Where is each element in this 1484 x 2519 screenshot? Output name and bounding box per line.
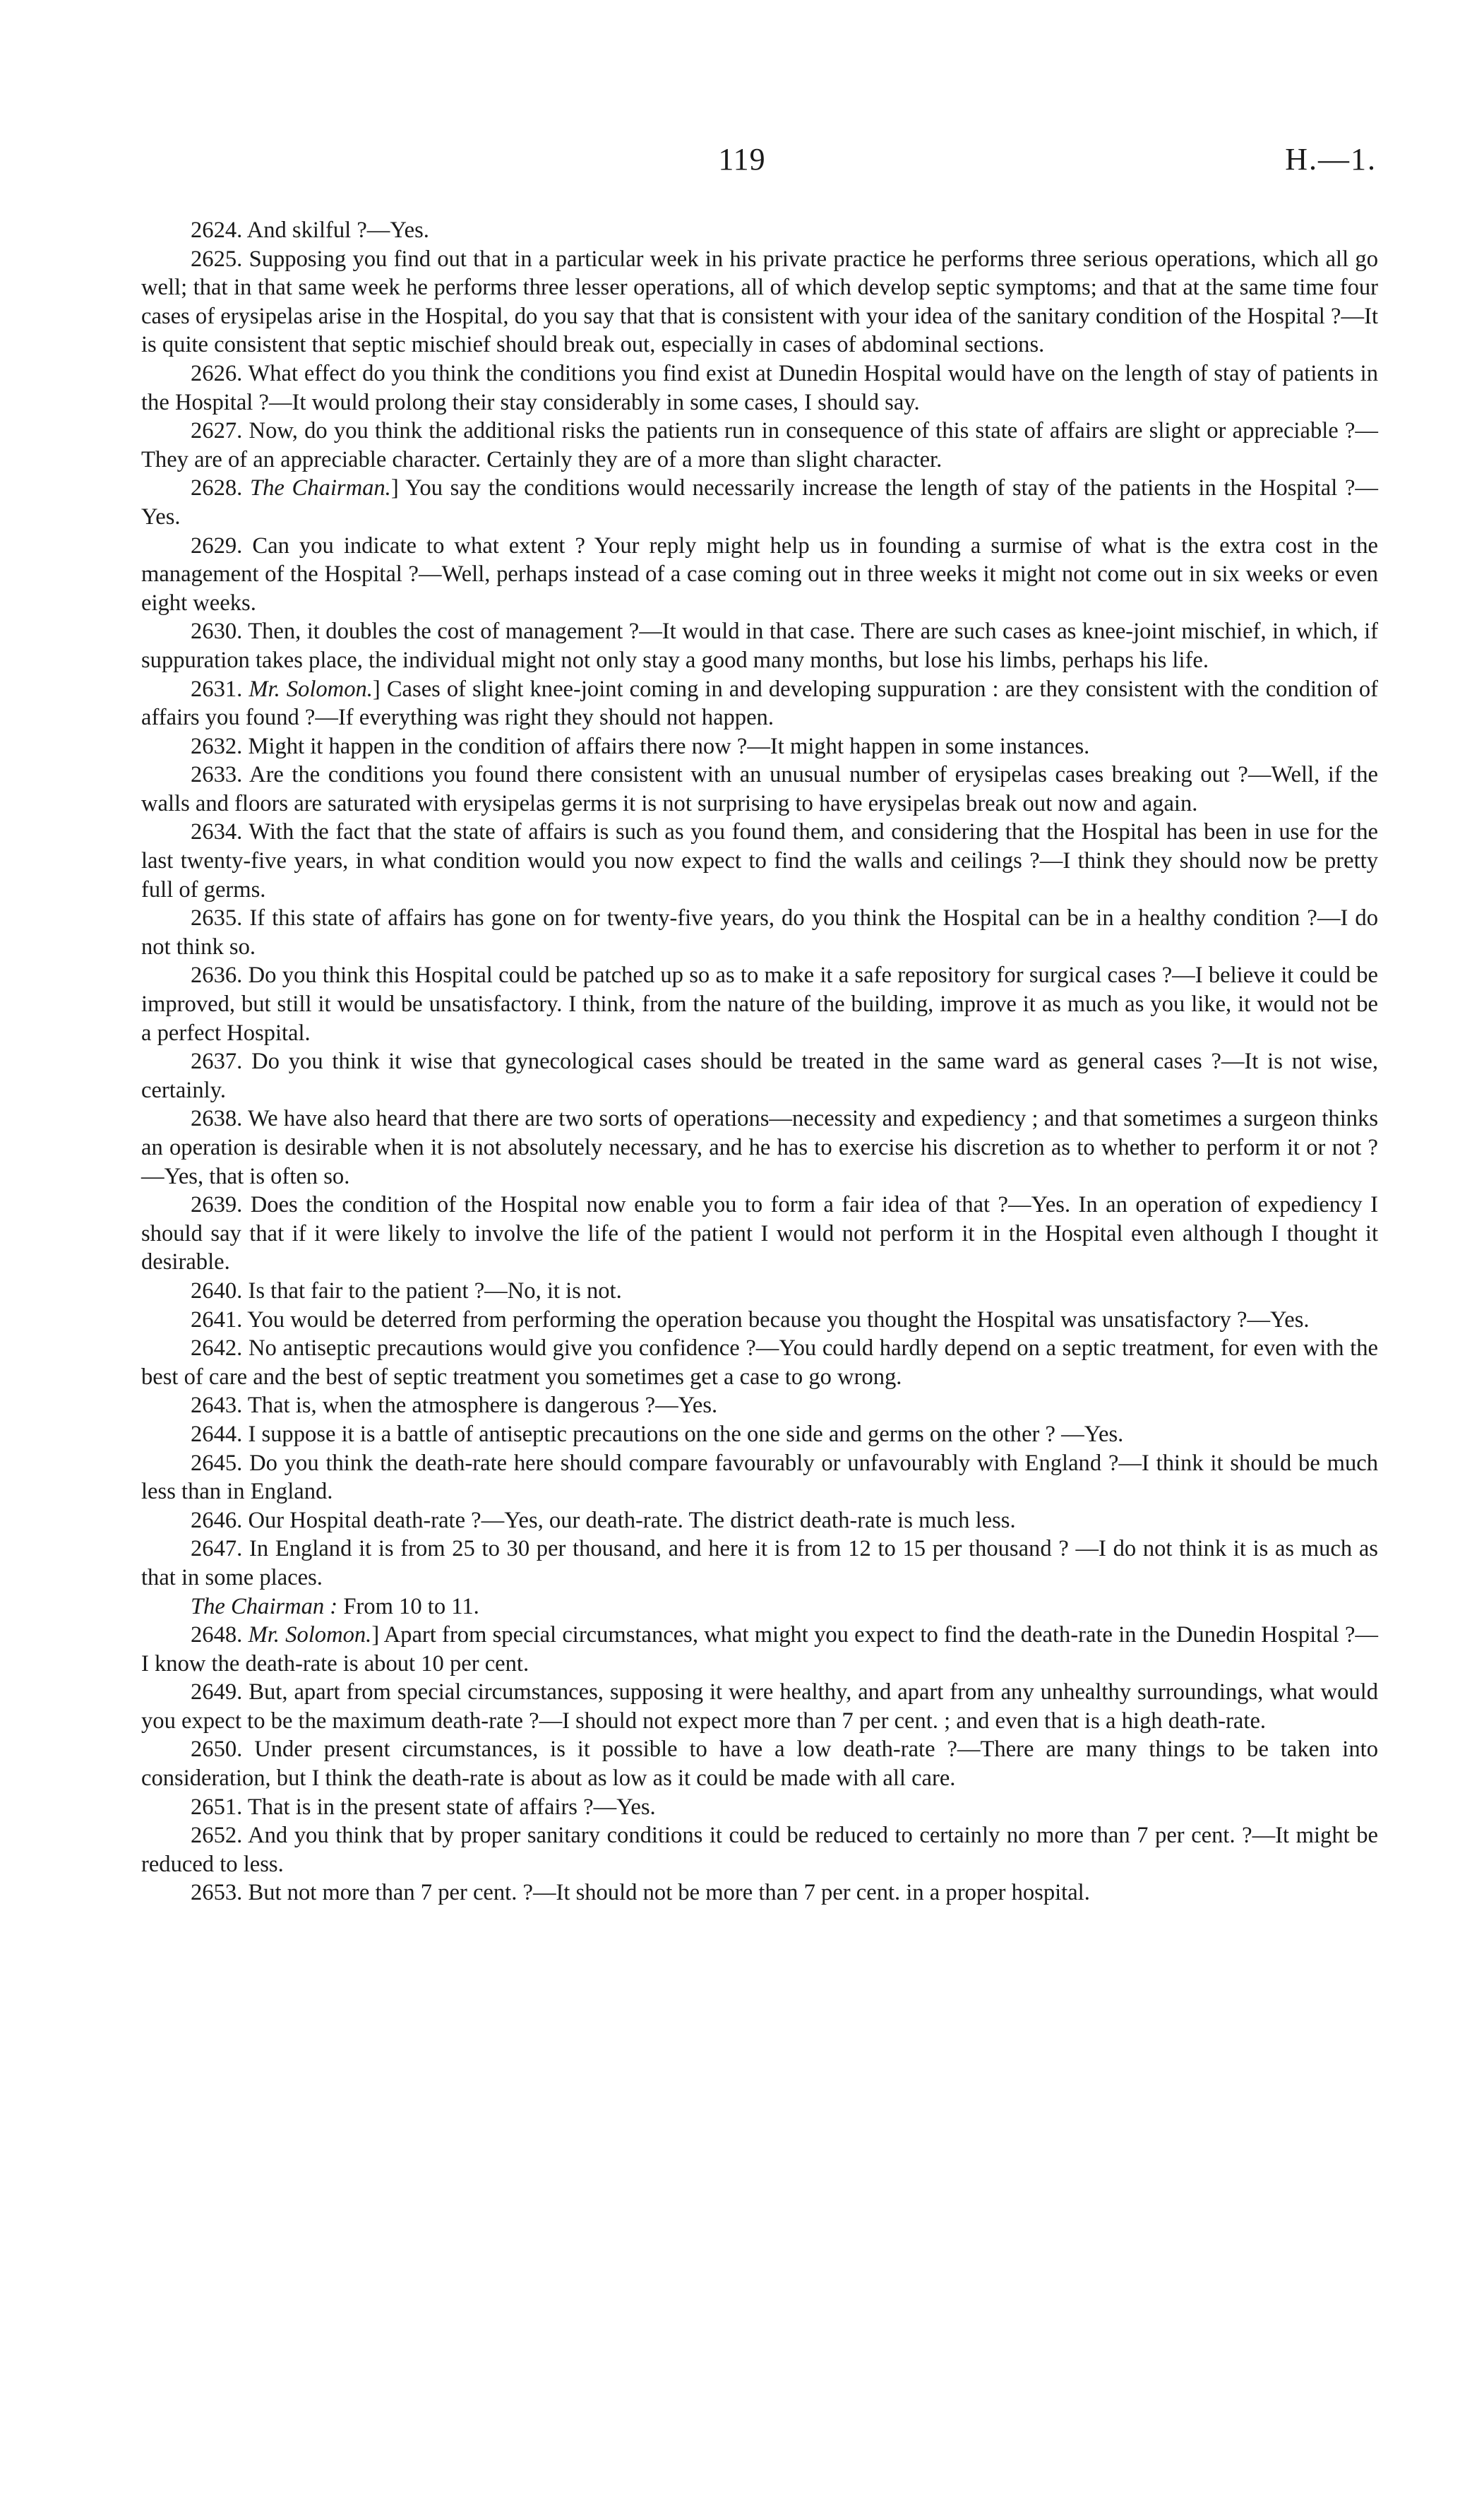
question-number: 2637. — [191, 1049, 243, 1075]
question-number: 2630. — [191, 619, 243, 645]
question-paragraph — [141, 1420, 1378, 1449]
question-text: We have also heard that there are two sorts of operations—necessity and expediency ; and that sometimes a surgeon thinks an operation is desirable when it is not absolutely necessary, and he has to exercise his discretion as to whether to perform it or not ?—Yes, that is often so. — [141, 1106, 1379, 1189]
question-number: 2647. — [191, 1536, 243, 1562]
question-number: 2633. — [191, 762, 243, 788]
question-number: 2653. — [191, 1880, 243, 1906]
question-text: Cases of slight knee-joint coming in and developing suppuration : are they consistent with the condition of affairs you found ?—If everything was right they should not happen. — [141, 676, 1378, 731]
question-text: You say the conditions would necessarily increase the length of stay of the patients in the Hospital ?—Yes. — [141, 475, 1378, 530]
question-text: With the fact that the state of affairs is such as you found them, and considering that the Hospital has been in use for the last twenty-five years, in what condition would you now expect to find the walls and ceilings ?—I think they should now be pretty full of germs. — [141, 819, 1378, 903]
question-paragraph — [141, 1592, 1378, 1621]
question-paragraph — [141, 1191, 1378, 1277]
question-paragraph — [141, 532, 1378, 618]
question-text: Does the condition of the Hospital now enable you to form a fair idea of that ?—Yes. In an operation of expediency I should say that if it were likely to involve the life of the patient I would not perform it in the Hospital even although I thought it desirable. — [141, 1192, 1378, 1275]
question-paragraph — [141, 1793, 1378, 1822]
question-text: Might it happen in the condition of affairs there now ?—It might happen in some instances. — [248, 733, 1090, 759]
question-text: Do you think it wise that gynecological cases should be treated in the same ward as general cases ?—It is not wise, certainly. — [141, 1049, 1378, 1103]
page-number: 119 — [718, 142, 766, 177]
question-text: But, apart from special circumstances, supposing it were healthy, and apart from any unhealthy surroundings, what would you expect to be the maximum death-rate ?—I should not expect more than 7 per cent. ; and even that is a high death-rate. — [141, 1679, 1378, 1734]
question-number: 2645. — [191, 1450, 243, 1476]
question-text: That is, when the atmosphere is dangerous ?—Yes. — [247, 1393, 718, 1419]
question-paragraph — [141, 961, 1378, 1047]
question-paragraph — [141, 617, 1378, 674]
question-text: Are the conditions you found there consistent with an unusual number of erysipelas cases breaking out ?—Well, if the walls and floors are saturated with erysipelas germs it is not surprising to have erysipelas break out now and again. — [141, 762, 1378, 816]
question-text: You would be deterred from performing the operation because you thought the Hospital was unsatisfactory ?—Yes. — [247, 1306, 1310, 1333]
question-number: 2626. — [191, 360, 243, 386]
question-text: Our Hospital death-rate ?—Yes, our death-rate. The district death-rate is much less. — [248, 1507, 1016, 1533]
question-paragraph — [141, 1535, 1378, 1592]
question-text: Supposing you find out that in a particular week in his private practice he performs three serious operations, which all go well; that in that same week he performs three lesser operations, all of which develop septic symptoms; and that at the same time four cases of erysipelas arise in the Hospital, do you say that that is consistent with your idea of the sanitary condition of the Hospital ?—It is quite consistent that septic mischief should break out, especially in cases of abdominal sections. — [141, 246, 1378, 358]
question-text: Do you think this Hospital could be patched up so as to make it a safe repository for surgical cases ?—I believe it could be improved, but still it would be unsatisfactory. I think, from the nature of the building, improve it as much as you like, it would not be a perfect Hospital. — [141, 963, 1378, 1046]
question-text: Can you indicate to what extent ? Your reply might help us in founding a surmise of what is the extra cost in the management of the Hospital ?—Well, perhaps instead of a case coming out in three weeks it might not come out in six weeks or even eight weeks. — [141, 532, 1378, 616]
question-paragraph — [141, 1878, 1378, 1907]
question-paragraph — [141, 1621, 1378, 1678]
speaker-name: The Chairman : — [191, 1593, 338, 1619]
speaker-bracket: ] — [372, 676, 381, 702]
question-number: 2641. — [191, 1306, 243, 1333]
question-paragraph — [141, 1678, 1378, 1735]
speaker-bracket: ] — [390, 475, 399, 501]
speaker-bracket: ] — [371, 1622, 380, 1648]
question-paragraph — [141, 245, 1378, 359]
question-number: 2638. — [191, 1106, 243, 1132]
question-paragraph — [141, 1735, 1378, 1792]
question-text: No antiseptic precautions would give you confidence ?—You could hardly depend on a septic treatment, for even with the best of care and the best of septic treatment you sometimes get a case to go wrong. — [141, 1335, 1378, 1390]
question-number: 2651. — [191, 1794, 243, 1820]
question-number: 2640. — [191, 1278, 243, 1304]
speaker-name: Mr. Solomon. — [249, 676, 373, 702]
question-paragraph — [141, 1334, 1378, 1391]
question-paragraph — [141, 761, 1378, 818]
question-text: And you think that by proper sanitary conditions it could be reduced to certainly no more than 7 per cent. ?—It might be reduced to less. — [141, 1823, 1378, 1877]
question-number: 2642. — [191, 1335, 243, 1362]
question-text: Under present circumstances, is it possible to have a low death-rate ?—There are many things to be taken into consideration, but I think the death-rate is about as low as it could be made with all care. — [141, 1737, 1378, 1792]
question-number: 2652. — [191, 1823, 243, 1849]
question-paragraph — [141, 1449, 1378, 1506]
question-text: Is that fair to the patient ?—No, it is not. — [248, 1278, 622, 1304]
question-number: 2646. — [191, 1507, 243, 1533]
question-number: 2643. — [191, 1393, 243, 1419]
question-number: 2631. — [191, 676, 243, 702]
question-number: 2639. — [191, 1192, 243, 1218]
question-paragraph — [141, 359, 1378, 417]
question-text: Do you think the death-rate here should compare favourably or unfavourably with England ?—I think it should be much less than in England. — [141, 1450, 1378, 1505]
question-paragraph — [141, 732, 1378, 761]
question-paragraph — [141, 818, 1378, 904]
question-number: 2627. — [191, 418, 243, 444]
question-number: 2644. — [191, 1421, 243, 1447]
question-text: In England it is from 25 to 30 per thousand, and here it is from 12 to 15 per thousand ? —I do not think it is as much as that in some places. — [141, 1536, 1378, 1590]
question-text: Apart from special circumstances, what might you expect to find the death-rate in the Dunedin Hospital ?—I know the death-rate is about 10 per cent. — [141, 1622, 1378, 1677]
question-number: 2632. — [191, 733, 243, 759]
speaker-name: The Chairman. — [250, 475, 391, 501]
question-text: Then, it doubles the cost of management ?—It would in that case. There are such cases as knee-joint mischief, in which, if suppuration takes place, the individual might not only stay a good many months, but lose his limbs, perhaps his life. — [141, 619, 1378, 673]
question-text: If this state of affairs has gone on for twenty-five years, do you think the Hospital can be in a healthy condition ?—I do not think so. — [141, 905, 1378, 960]
question-paragraph — [141, 1821, 1378, 1878]
page-reference: H.—1. — [1285, 142, 1377, 177]
question-paragraph — [141, 417, 1378, 474]
question-paragraph — [141, 1306, 1378, 1335]
question-number: 2648. — [191, 1622, 243, 1648]
question-paragraph — [141, 675, 1378, 732]
question-text: What effect do you think the conditions you find exist at Dunedin Hospital would have on the length of stay of patients in the Hospital ?—It would prolong their stay considerably in some cases, I should say. — [141, 360, 1378, 415]
speaker-name: Mr. Solomon. — [248, 1622, 372, 1648]
question-paragraph — [141, 474, 1378, 531]
question-text: From 10 to 11. — [343, 1593, 479, 1619]
question-text: But not more than 7 per cent. ?—It should not be more than 7 per cent. in a proper hospital. — [248, 1880, 1090, 1906]
question-number: 2649. — [191, 1679, 243, 1705]
question-text: I suppose it is a battle of antiseptic precautions on the one side and germs on the other ? —Yes. — [248, 1421, 1124, 1447]
question-paragraph — [141, 1047, 1378, 1104]
question-number: 2636. — [191, 963, 243, 989]
body-text — [141, 216, 1378, 1907]
question-text: And skilful ?—Yes. — [246, 218, 429, 243]
question-paragraph — [141, 216, 1378, 245]
question-number: 2624. — [191, 218, 243, 243]
question-number: 2634. — [191, 819, 243, 845]
question-text: That is in the present state of affairs ?—Yes. — [247, 1794, 656, 1820]
question-number: 2635. — [191, 905, 243, 931]
question-paragraph — [141, 1506, 1378, 1535]
question-text: Now, do you think the additional risks the patients run in consequence of this state of affairs are slight or appreciable ?—They are of an appreciable character. Certainly they are of a more than slight character. — [141, 418, 1379, 472]
question-paragraph — [141, 1277, 1378, 1306]
question-number: 2625. — [191, 246, 243, 272]
question-number: 2628. — [191, 475, 243, 501]
question-paragraph — [141, 1391, 1378, 1420]
question-number: 2629. — [191, 532, 243, 559]
question-paragraph — [141, 904, 1378, 961]
question-number: 2650. — [191, 1737, 243, 1763]
question-paragraph — [141, 1104, 1378, 1191]
